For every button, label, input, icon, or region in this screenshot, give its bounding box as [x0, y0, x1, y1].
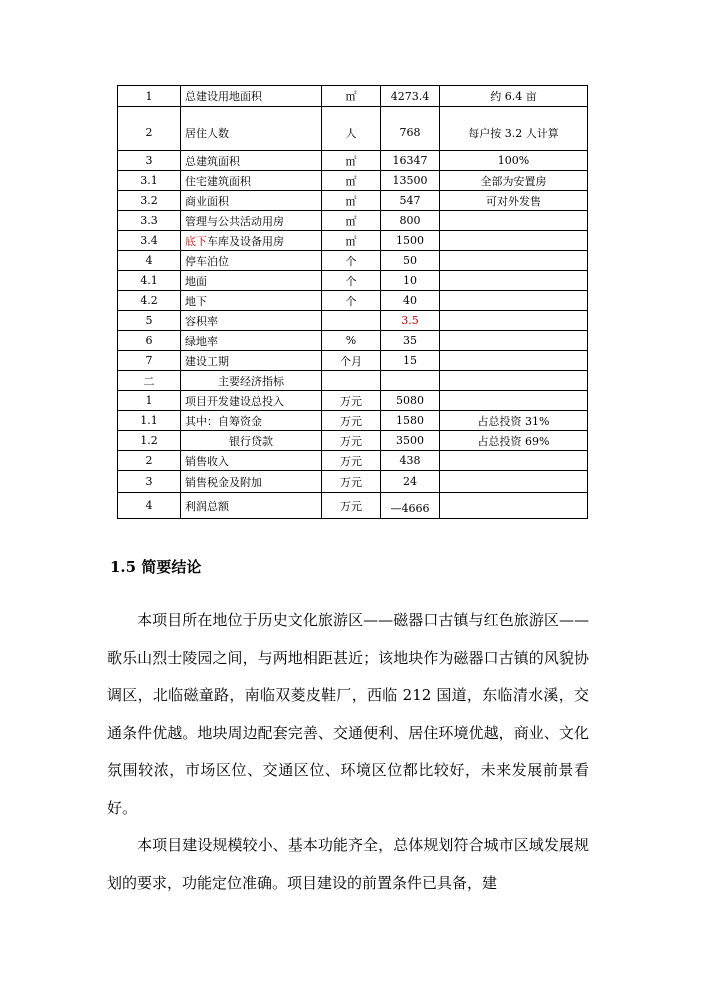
row-unit: ㎡: [322, 191, 381, 211]
row-name-rest: 车库及设备用房: [207, 234, 284, 248]
row-name-highlight: 底下: [185, 234, 207, 248]
row-value: 13500: [381, 171, 440, 191]
row-value: 24: [381, 471, 440, 493]
table-row: [118, 86, 588, 107]
table-row: [118, 291, 588, 311]
row-value: 40: [381, 291, 440, 311]
row-name: 停车泊位: [181, 251, 322, 271]
row-note: [440, 331, 588, 351]
row-value: 800: [381, 211, 440, 231]
row-note: [440, 451, 588, 471]
row-unit: 个: [322, 271, 381, 291]
row-name: 居住人数: [181, 107, 322, 151]
row-number: 3.3: [118, 211, 181, 231]
row-note: [440, 351, 588, 371]
paragraph: [107, 602, 589, 827]
row-name: [181, 231, 322, 251]
table-row: [118, 331, 588, 351]
row-name: 管理与公共活动用房: [181, 211, 322, 231]
row-number: 3.2: [118, 191, 181, 211]
row-number: 3: [118, 151, 181, 171]
table-row: [118, 231, 588, 251]
table-row: [118, 271, 588, 291]
paragraph-text: 本项目所在地位于历史文化旅游区——磁器口古镇与红色旅游区——歌乐山烈士陵园之间，与两地相距甚近；该地块作为磁器口古镇的风貌协调区，北临磁童路，南临双菱皮鞋厂，西临 212 国道，东临清水溪，交通条件优越。地块周边配套完善、交通便利、居住环境优越，商业、文化氛围较浓，市场区位、交通区位、环境区位都比较好，未来发展前景看好。: [107, 611, 589, 817]
row-value: 10: [381, 271, 440, 291]
row-name: 建设工期: [181, 351, 322, 371]
row-value: 4273.4: [381, 86, 440, 107]
row-number: 6: [118, 331, 181, 351]
row-number: 3: [118, 471, 181, 493]
row-unit: ㎡: [322, 171, 381, 191]
row-unit: 万元: [322, 431, 381, 451]
row-note: [440, 493, 588, 519]
table-row: [118, 431, 588, 451]
row-name: 销售收入: [181, 451, 322, 471]
row-unit: ㎡: [322, 231, 381, 251]
row-unit: 个: [322, 251, 381, 271]
table-row: [118, 471, 588, 493]
row-name: 主要经济指标: [181, 371, 322, 391]
row-number: 4.1: [118, 271, 181, 291]
row-value: 547: [381, 191, 440, 211]
section-title: 简要结论: [141, 558, 202, 576]
row-number: 3.1: [118, 171, 181, 191]
row-note: [440, 271, 588, 291]
row-note: [440, 291, 588, 311]
table-row: [118, 171, 588, 191]
row-note: 可对外发售: [440, 191, 588, 211]
table-row: [118, 411, 588, 431]
section-heading: [110, 556, 201, 577]
row-unit: %: [322, 331, 381, 351]
table-row: [118, 211, 588, 231]
row-name: 利润总额: [181, 493, 322, 519]
row-value: —4666: [381, 493, 440, 519]
row-value: [381, 371, 440, 391]
row-unit: 万元: [322, 471, 381, 493]
row-unit: 万元: [322, 451, 381, 471]
row-value: 50: [381, 251, 440, 271]
row-note: [440, 391, 588, 411]
section-number: 1.5: [110, 558, 137, 576]
table-row: [118, 311, 588, 331]
table-row: [118, 107, 588, 151]
row-value: 3500: [381, 431, 440, 451]
paragraph-text: 本项目建设规模较小、基本功能齐全，总体规划符合城市区域发展规划的要求，功能定位准确。项目建设的前置条件已具备，建: [107, 836, 589, 892]
row-number: 1: [118, 391, 181, 411]
row-note: 100%: [440, 151, 588, 171]
row-note: [440, 311, 588, 331]
row-unit: ㎡: [322, 211, 381, 231]
row-unit: ㎡: [322, 151, 381, 171]
row-name: 商业面积: [181, 191, 322, 211]
row-number: 4.2: [118, 291, 181, 311]
row-name: 地面: [181, 271, 322, 291]
table-row: [118, 451, 588, 471]
row-name: 住宅建筑面积: [181, 171, 322, 191]
table-row: [118, 391, 588, 411]
row-note: [440, 471, 588, 493]
row-note: 全部为安置房: [440, 171, 588, 191]
row-value: 438: [381, 451, 440, 471]
row-name: 容积率: [181, 311, 322, 331]
row-note: 占总投资 69%: [440, 431, 588, 451]
row-value: 3.5: [381, 311, 440, 331]
row-number: 2: [118, 451, 181, 471]
row-unit: 万元: [322, 411, 381, 431]
row-value: 1500: [381, 231, 440, 251]
row-name: 项目开发建设总投入: [181, 391, 322, 411]
row-number: 1.1: [118, 411, 181, 431]
row-unit: 万元: [322, 391, 381, 411]
table-row: [118, 351, 588, 371]
row-name: 总建设用地面积: [181, 86, 322, 107]
row-name: 其中：自筹资金: [181, 411, 322, 431]
table-row: [118, 371, 588, 391]
row-name: 地下: [181, 291, 322, 311]
row-number: 2: [118, 107, 181, 151]
row-note: [440, 211, 588, 231]
row-name: 绿地率: [181, 331, 322, 351]
table-row: [118, 191, 588, 211]
indicator-table: [117, 85, 588, 519]
row-number: 1.2: [118, 431, 181, 451]
row-note: [440, 251, 588, 271]
row-unit: [322, 371, 381, 391]
row-number: 7: [118, 351, 181, 371]
row-value: 15: [381, 351, 440, 371]
row-unit: 个: [322, 291, 381, 311]
row-number: 4: [118, 251, 181, 271]
row-value: 35: [381, 331, 440, 351]
row-note: [440, 371, 588, 391]
row-note: 约 6.4 亩: [440, 86, 588, 107]
row-note: 每户按 3.2 人计算: [440, 107, 588, 151]
row-value: 5080: [381, 391, 440, 411]
table-row: [118, 251, 588, 271]
row-number: 5: [118, 311, 181, 331]
row-unit: 万元: [322, 493, 381, 519]
row-value: 1580: [381, 411, 440, 431]
row-value: 768: [381, 107, 440, 151]
row-value: 16347: [381, 151, 440, 171]
table-row: [118, 493, 588, 519]
row-number: 二: [118, 371, 181, 391]
row-number: 4: [118, 493, 181, 519]
row-name: 销售税金及附加: [181, 471, 322, 493]
row-note: [440, 231, 588, 251]
row-number: 3.4: [118, 231, 181, 251]
table-row: [118, 151, 588, 171]
paragraph: [107, 827, 589, 902]
row-note: 占总投资 31%: [440, 411, 588, 431]
row-unit: [322, 311, 381, 331]
row-unit: 个月: [322, 351, 381, 371]
row-name: 银行贷款: [181, 431, 322, 451]
row-name: 总建筑面积: [181, 151, 322, 171]
row-number: 1: [118, 86, 181, 107]
row-unit: ㎡: [322, 86, 381, 107]
row-unit: 人: [322, 107, 381, 151]
